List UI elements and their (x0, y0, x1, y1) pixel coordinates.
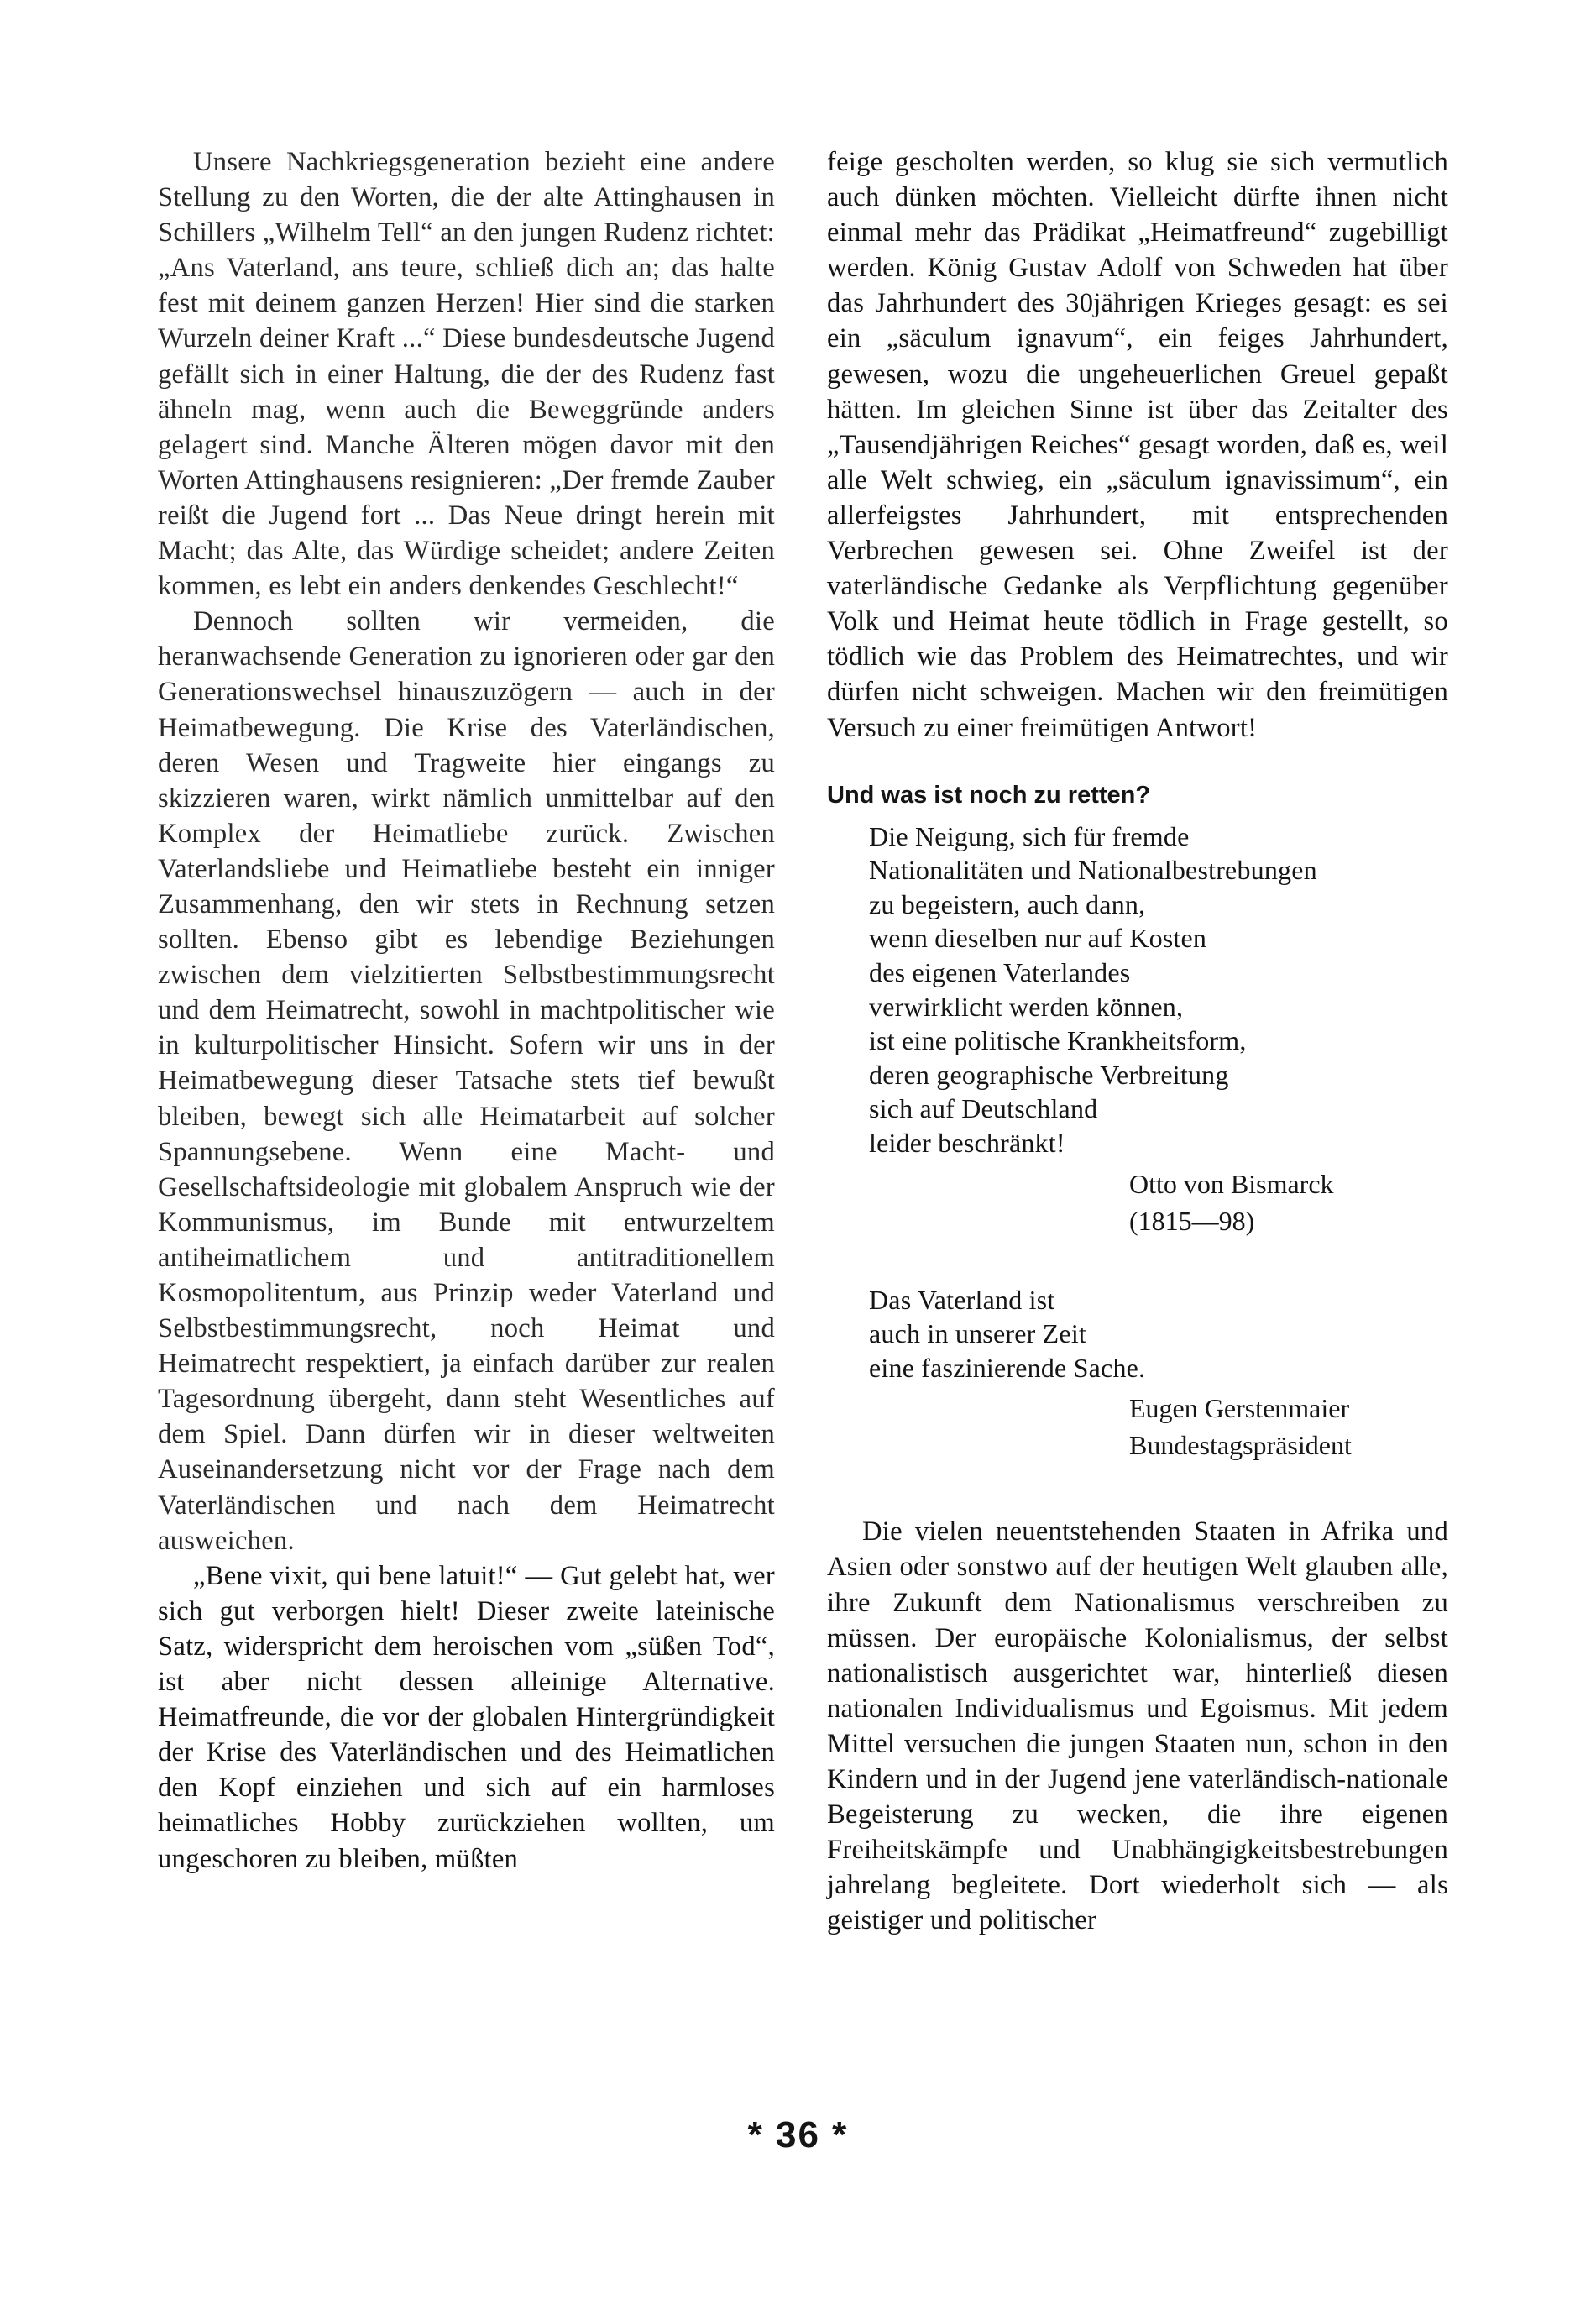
quote-line: Nationalitäten und Nationalbestrebungen (869, 855, 1317, 886)
left-column (158, 144, 775, 1877)
section-heading: Und was ist noch zu retten? (827, 781, 1151, 809)
quote-author-role: Bundestagspräsident (1129, 1430, 1352, 1461)
quote-line: wenn dieselben nur auf Kosten (869, 923, 1207, 954)
bismarck-quote (869, 820, 1448, 1239)
quote-line: des eigenen Vaterlandes (869, 956, 1131, 987)
quote-line: Die Neigung, sich für fremde (869, 820, 1190, 851)
paragraph-attinghausen: Unsere Nachkriegsgeneration bezieht eine andere Stellung zu den Worten, die der alte Attinghausen in Schillers „Wilhelm Tell“ an den jungen Rudenz richtet: „Ans Vaterland, ans teure, schließ dich an; das halte fest mit deinem ganzen Herzen! Hier sind die starken Wurzeln deiner Kraft ...“ Diese bundesdeutsche Jugend gefällt sich in einer Haltung, die der des Rudenz fast ähneln mag, wenn auch die Beweggründe anders gelagert sind. Manche Älteren mögen davor mit den Worten Attinghausens resignieren: „Der fremde Zauber reißt die Jugend fort ... Das Neue dringt herein mit Macht; das Alte, das Würdige scheidet; andere Zeiten kommen, es lebt ein anders denkendes Geschlecht!“ (158, 147, 775, 602)
paragraph-new-states: Die vielen neuentstehenden Staaten in Afrika und Asien oder sonstwo auf der heutigen Welt glauben alle, ihre Zukunft dem Nationalismus verschreiben zu müssen. Der europäische Kolonialismus, der selbst nationalistisch ausgerichtet war, hinterließ diesen nationalen Individualismus und Egoismus. Mit jedem Mittel versuchen die jungen Staaten nun, schon in den Kindern und in der Jugend jene vaterländisch-nationale Begeisterung zu wecken, die ihre eigenen Freiheitskämpfe und Unabhängigkeitsbestrebungen jahrelang begleitete. Dort wiederholt sich — als geistiger und politischer (827, 1516, 1448, 1936)
quote-line: sich auf Deutschland (869, 1093, 1098, 1124)
quote-line: verwirklicht werden können, (869, 991, 1184, 1022)
page-number: * 36 * (747, 2114, 849, 2155)
quote-line: deren geographische Verbreitung (869, 1059, 1229, 1090)
paragraph-continuation: feige gescholten werden, so klug sie sich vermutlich auch dünken möchten. Vielleicht dürfte ihnen nicht einmal mehr das Prädikat „Heimatfreund“ zugebilligt werden. König Gustav Adolf von Schweden hat über das Jahrhundert des 30jährigen Krieges gesagt: es sei ein „säculum ignavum“, ein feiges Jahrhundert, gewesen, wozu die ungeheuerlichen Greuel gepaßt hätten. Im gleichen Sinne ist über das Zeitalter des „Tausendjährigen Reiches“ gesagt worden, daß es, weil alle Welt schwieg, ein „säculum ignavissimum“, ein allerfeigstes Jahrhundert, mit entsprechenden Verbrechen gewesen sei. Ohne Zweifel ist der vaterländische Gedanke als Verpflichtung gegenüber Volk und Heimat heute tödlich in Frage gestellt, so tödlich wie das Problem des Heimatrechtes, und wir dürfen nicht schweigen. Machen wir den freimütigen Versuch zu einer freimütigen Antwort! (827, 147, 1448, 743)
quote-author: Otto von Bismarck (1129, 1168, 1334, 1199)
quote-line: eine faszinierende Sache. (869, 1352, 1146, 1383)
quote-line: leider beschränkt! (869, 1127, 1065, 1158)
quote-line: zu begeistern, auch dann, (869, 888, 1146, 919)
paragraph-generation: Dennoch sollten wir vermeiden, die heranwachsende Generation zu ignorieren oder gar den Generationswechsel hinauszuzögern — auch in der Heimatbewegung. Die Krise des Vaterländischen, deren Wesen und Tragweite hier eingangs zu skizzieren waren, wirkt nämlich unmittelbar auf den Komplex der Heimatliebe zurück. Zwischen Vaterlandsliebe und Heimatliebe besteht ein inniger Zusammenhang, den wir stets in Rechnung setzen sollten. Ebenso gibt es lebendige Beziehungen zwischen dem vielzitierten Selbstbestimmungsrecht und dem Heimatrecht, sowohl in machtpolitischer wie in kulturpolitischer Hinsicht. Sofern wir uns in der Heimatbewegung dieser Tatsache stets tief bewußt bleiben, bewegt sich alle Heimatarbeit auf solcher Spannungsebene. Wenn eine Macht- und Gesellschaftsideologie mit globalem Anspruch wie der Kommunismus, im Bunde mit entwurzeltem antiheimatlichem und antitraditionellem Kosmopolitentum, aus Prinzip weder Vaterland und Selbstbestimmungsrecht, noch Heimat und Heimatrecht respektiert, ja einfach darüber zur realen Tagesordnung übergeht, dann steht Wesentliches auf dem Spiel. Dann dürfen wir in dieser weltweiten Auseinandersetzung nicht vor der Frage nach dem Vaterländischen und nach dem Heimatrecht ausweichen. (158, 606, 775, 1556)
right-column (827, 144, 1448, 1938)
gerstenmaier-quote (869, 1283, 1448, 1464)
quote-line: ist eine politische Krankheitsform, (869, 1025, 1247, 1056)
quote-line: Das Vaterland ist (869, 1284, 1055, 1315)
quote-author: Eugen Gerstenmaier (1129, 1393, 1350, 1424)
quote-line: auch in unserer Zeit (869, 1318, 1086, 1349)
paragraph-bene-vixit: „Bene vixit, qui bene latuit!“ — Gut gelebt hat, wer sich gut verborgen hielt! Dieser zweite lateinische Satz, widerspricht dem heroischen vom „süßen Tod“, ist aber nicht dessen alleinige Alternative. Heimatfreunde, die vor der globalen Hintergründigkeit der Krise des Vaterländischen und des Heimatlichen den Kopf einziehen und sich auf ein harmloses heimatliches Hobby zurückziehen wollten, um ungeschoren zu bleiben, müßten (158, 1560, 775, 1874)
quote-author-years: (1815—98) (1129, 1205, 1255, 1236)
